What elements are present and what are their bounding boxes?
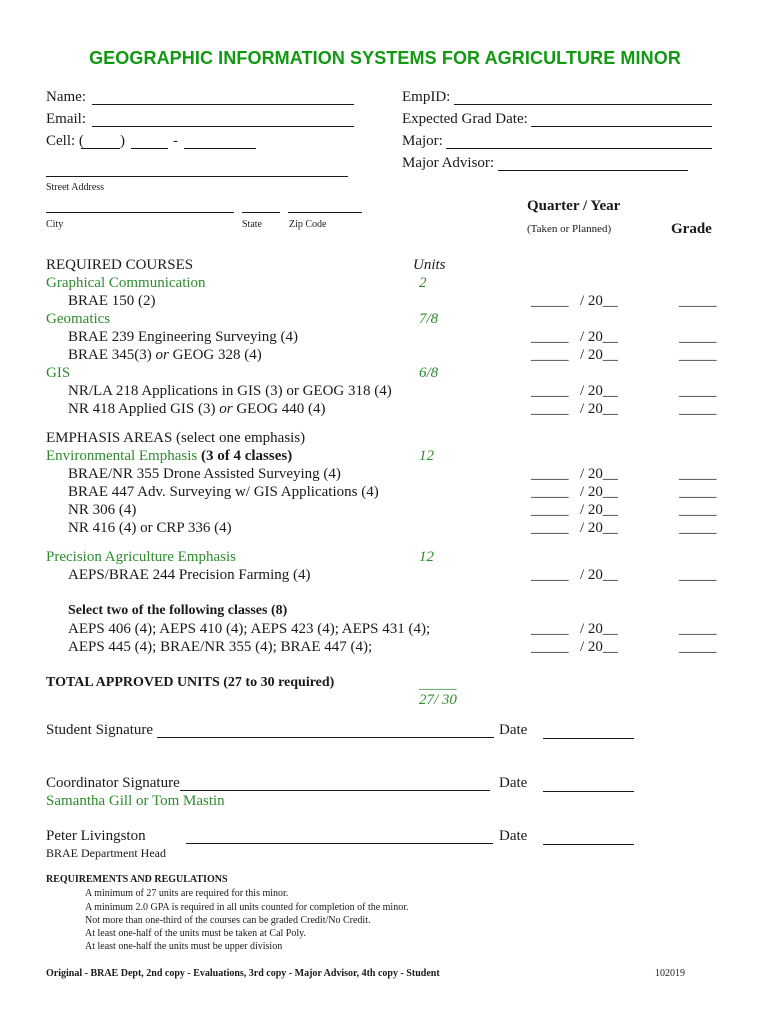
empid-field[interactable] bbox=[454, 104, 712, 105]
grade-field[interactable]: _____ bbox=[679, 401, 717, 417]
form-code: 102019 bbox=[655, 968, 685, 979]
advisor-field[interactable] bbox=[498, 170, 688, 171]
email-label: Email: bbox=[46, 111, 86, 127]
env-course-1: BRAE/NR 355 Drone Assisted Surveying (4) bbox=[68, 466, 341, 482]
zip-field[interactable] bbox=[288, 212, 362, 213]
graphical-communication-heading: Graphical Communication bbox=[46, 275, 206, 291]
grade-field[interactable]: _____ bbox=[679, 347, 717, 363]
grade-field[interactable]: _____ bbox=[679, 502, 717, 518]
coordinator-date-field[interactable] bbox=[543, 791, 634, 792]
gis-heading: GIS bbox=[46, 365, 71, 381]
regulation-item: Not more than one-third of the courses can be graded Credit/No Credit. bbox=[85, 915, 371, 926]
quarter-blank-field[interactable]: _____ bbox=[531, 639, 569, 655]
regulation-item: At least one-half the units must be upper division bbox=[85, 941, 283, 952]
total-units-value: 27/ 30 bbox=[419, 692, 457, 708]
name-label: Name: bbox=[46, 89, 86, 105]
city-label: City bbox=[46, 219, 64, 230]
grade-field[interactable]: _____ bbox=[679, 466, 717, 482]
quarter-blank-field[interactable]: _____ bbox=[531, 567, 569, 583]
year-field[interactable]: / 20__ bbox=[580, 401, 618, 417]
cell-prefix-field[interactable] bbox=[131, 148, 168, 149]
grade-field[interactable]: _____ bbox=[679, 520, 717, 536]
street-address-field[interactable] bbox=[46, 176, 348, 177]
select-list-line-2: AEPS 445 (4); BRAE/NR 355 (4); BRAE 447 (4); bbox=[68, 639, 373, 655]
required-courses-heading: REQUIRED COURSES bbox=[46, 257, 194, 273]
email-field[interactable] bbox=[92, 126, 354, 127]
geomatics-units: 7/8 bbox=[419, 311, 439, 327]
quarter-blank-field[interactable]: _____ bbox=[531, 502, 569, 518]
state-field[interactable] bbox=[242, 212, 280, 213]
department-head-date-label: Date bbox=[499, 828, 528, 844]
grade-field[interactable]: _____ bbox=[679, 567, 717, 583]
student-signature-field[interactable] bbox=[157, 737, 494, 738]
empid-label: EmpID: bbox=[402, 89, 451, 105]
year-field[interactable]: / 20__ bbox=[580, 520, 618, 536]
grad-date-label: Expected Grad Date: bbox=[402, 111, 528, 127]
year-field[interactable]: / 20__ bbox=[580, 347, 618, 363]
emphasis-heading: EMPHASIS AREAS (select one emphasis) bbox=[46, 430, 306, 446]
course-brae345: BRAE 345(3) or GEOG 328 (4) bbox=[68, 347, 262, 363]
year-field[interactable]: / 20__ bbox=[580, 466, 618, 482]
department-head-signature-field[interactable] bbox=[186, 843, 493, 844]
name-field[interactable] bbox=[92, 104, 354, 105]
environmental-units: 12 bbox=[419, 448, 434, 464]
street-label: Street Address bbox=[46, 182, 105, 193]
quarter-blank-field[interactable]: _____ bbox=[531, 466, 569, 482]
grade-field[interactable]: _____ bbox=[679, 329, 717, 345]
quarter-blank-field[interactable]: _____ bbox=[531, 383, 569, 399]
course-nr418: NR 418 Applied GIS (3) or GEOG 440 (4) bbox=[68, 401, 326, 417]
course-brae239: BRAE 239 Engineering Surveying (4) bbox=[68, 329, 298, 345]
select-two-heading: Select two of the following classes (8) bbox=[68, 603, 288, 618]
cell-label: Cell: ( bbox=[46, 133, 84, 149]
quarter-blank-field[interactable]: _____ bbox=[531, 347, 569, 363]
regulation-item: A minimum 2.0 GPA is required in all units counted for completion of the minor. bbox=[85, 902, 409, 913]
course-aeps244: AEPS/BRAE 244 Precision Farming (4) bbox=[68, 567, 311, 583]
environmental-emphasis-heading: Environmental Emphasis (3 of 4 classes) bbox=[46, 448, 293, 464]
coordinator-signature-label: Coordinator Signature bbox=[46, 775, 180, 791]
taken-planned-header: (Taken or Planned) bbox=[527, 223, 612, 235]
gis-units: 6/8 bbox=[419, 365, 439, 381]
grade-header: Grade bbox=[671, 221, 712, 237]
cell-area-code-field[interactable] bbox=[81, 148, 120, 149]
precision-emphasis-heading: Precision Agriculture Emphasis bbox=[46, 549, 236, 565]
total-units-blank[interactable]: _____ bbox=[419, 676, 457, 692]
grade-field[interactable]: _____ bbox=[679, 293, 717, 309]
course-nrla218: NR/LA 218 Applications in GIS (3) or GEOG 318 (4) bbox=[68, 383, 392, 399]
year-field[interactable]: / 20__ bbox=[580, 383, 618, 399]
department-head-title: BRAE Department Head bbox=[46, 846, 166, 860]
units-header: Units bbox=[413, 257, 446, 273]
grade-field[interactable]: _____ bbox=[679, 484, 717, 500]
grade-field[interactable]: _____ bbox=[679, 383, 717, 399]
regulation-item: At least one-half of the units must be taken at Cal Poly. bbox=[85, 928, 306, 939]
department-head-name: Peter Livingston bbox=[46, 828, 146, 844]
major-field[interactable] bbox=[446, 148, 712, 149]
year-field[interactable]: / 20__ bbox=[580, 484, 618, 500]
city-field[interactable] bbox=[46, 212, 234, 213]
page-title: GEOGRAPHIC INFORMATION SYSTEMS FOR AGRICULTURE MINOR bbox=[89, 48, 681, 68]
grade-field[interactable]: _____ bbox=[679, 621, 717, 637]
precision-units: 12 bbox=[419, 549, 434, 565]
cell-number-field[interactable] bbox=[184, 148, 256, 149]
distribution-footer: Original - BRAE Dept, 2nd copy - Evaluations, 3rd copy - Major Advisor, 4th copy - Student bbox=[46, 968, 440, 979]
select-list-line-1: AEPS 406 (4); AEPS 410 (4); AEPS 423 (4); AEPS 431 (4); bbox=[68, 621, 431, 637]
student-date-field[interactable] bbox=[543, 738, 634, 739]
total-units-label: TOTAL APPROVED UNITS (27 to 30 required) bbox=[46, 675, 335, 690]
graphical-units: 2 bbox=[419, 275, 427, 291]
quarter-blank-field[interactable]: _____ bbox=[531, 484, 569, 500]
env-course-3: NR 306 (4) bbox=[68, 502, 137, 518]
major-label: Major: bbox=[402, 133, 443, 149]
student-date-label: Date bbox=[499, 722, 528, 738]
quarter-blank-field[interactable]: _____ bbox=[531, 401, 569, 417]
year-field[interactable]: / 20__ bbox=[580, 293, 618, 309]
advisor-label: Major Advisor: bbox=[402, 155, 495, 171]
cell-dash: - bbox=[173, 133, 178, 149]
regulation-item: A minimum of 27 units are required for this minor. bbox=[85, 888, 289, 899]
zip-label: Zip Code bbox=[289, 219, 327, 230]
grad-date-field[interactable] bbox=[531, 126, 712, 127]
quarter-blank-field[interactable]: _____ bbox=[531, 520, 569, 536]
regulations-heading: REQUIREMENTS AND REGULATIONS bbox=[46, 874, 228, 885]
student-signature-label: Student Signature bbox=[46, 722, 154, 738]
department-head-date-field[interactable] bbox=[543, 844, 634, 845]
year-field[interactable]: / 20__ bbox=[580, 639, 618, 655]
year-field[interactable]: / 20__ bbox=[580, 502, 618, 518]
env-course-2: BRAE 447 Adv. Surveying w/ GIS Applications (4) bbox=[68, 484, 379, 500]
quarter-year-header: Quarter / Year bbox=[527, 198, 621, 214]
quarter-blank-field[interactable]: _____ bbox=[531, 329, 569, 345]
course-brae150: BRAE 150 (2) bbox=[68, 293, 156, 309]
year-field[interactable]: / 20__ bbox=[580, 567, 618, 583]
coordinator-signature-field[interactable] bbox=[180, 790, 490, 791]
env-course-4: NR 416 (4) or CRP 336 (4) bbox=[68, 520, 232, 536]
coordinator-date-label: Date bbox=[499, 775, 528, 791]
cell-paren: ) bbox=[120, 133, 125, 149]
quarter-blank-field[interactable]: _____ bbox=[531, 293, 569, 309]
year-field[interactable]: / 20__ bbox=[580, 329, 618, 345]
coordinator-names: Samantha Gill or Tom Mastin bbox=[46, 793, 225, 809]
geomatics-heading: Geomatics bbox=[46, 311, 111, 327]
quarter-blank-field[interactable]: _____ bbox=[531, 621, 569, 637]
state-label: State bbox=[242, 219, 262, 230]
year-field[interactable]: / 20__ bbox=[580, 621, 618, 637]
grade-field[interactable]: _____ bbox=[679, 639, 717, 655]
